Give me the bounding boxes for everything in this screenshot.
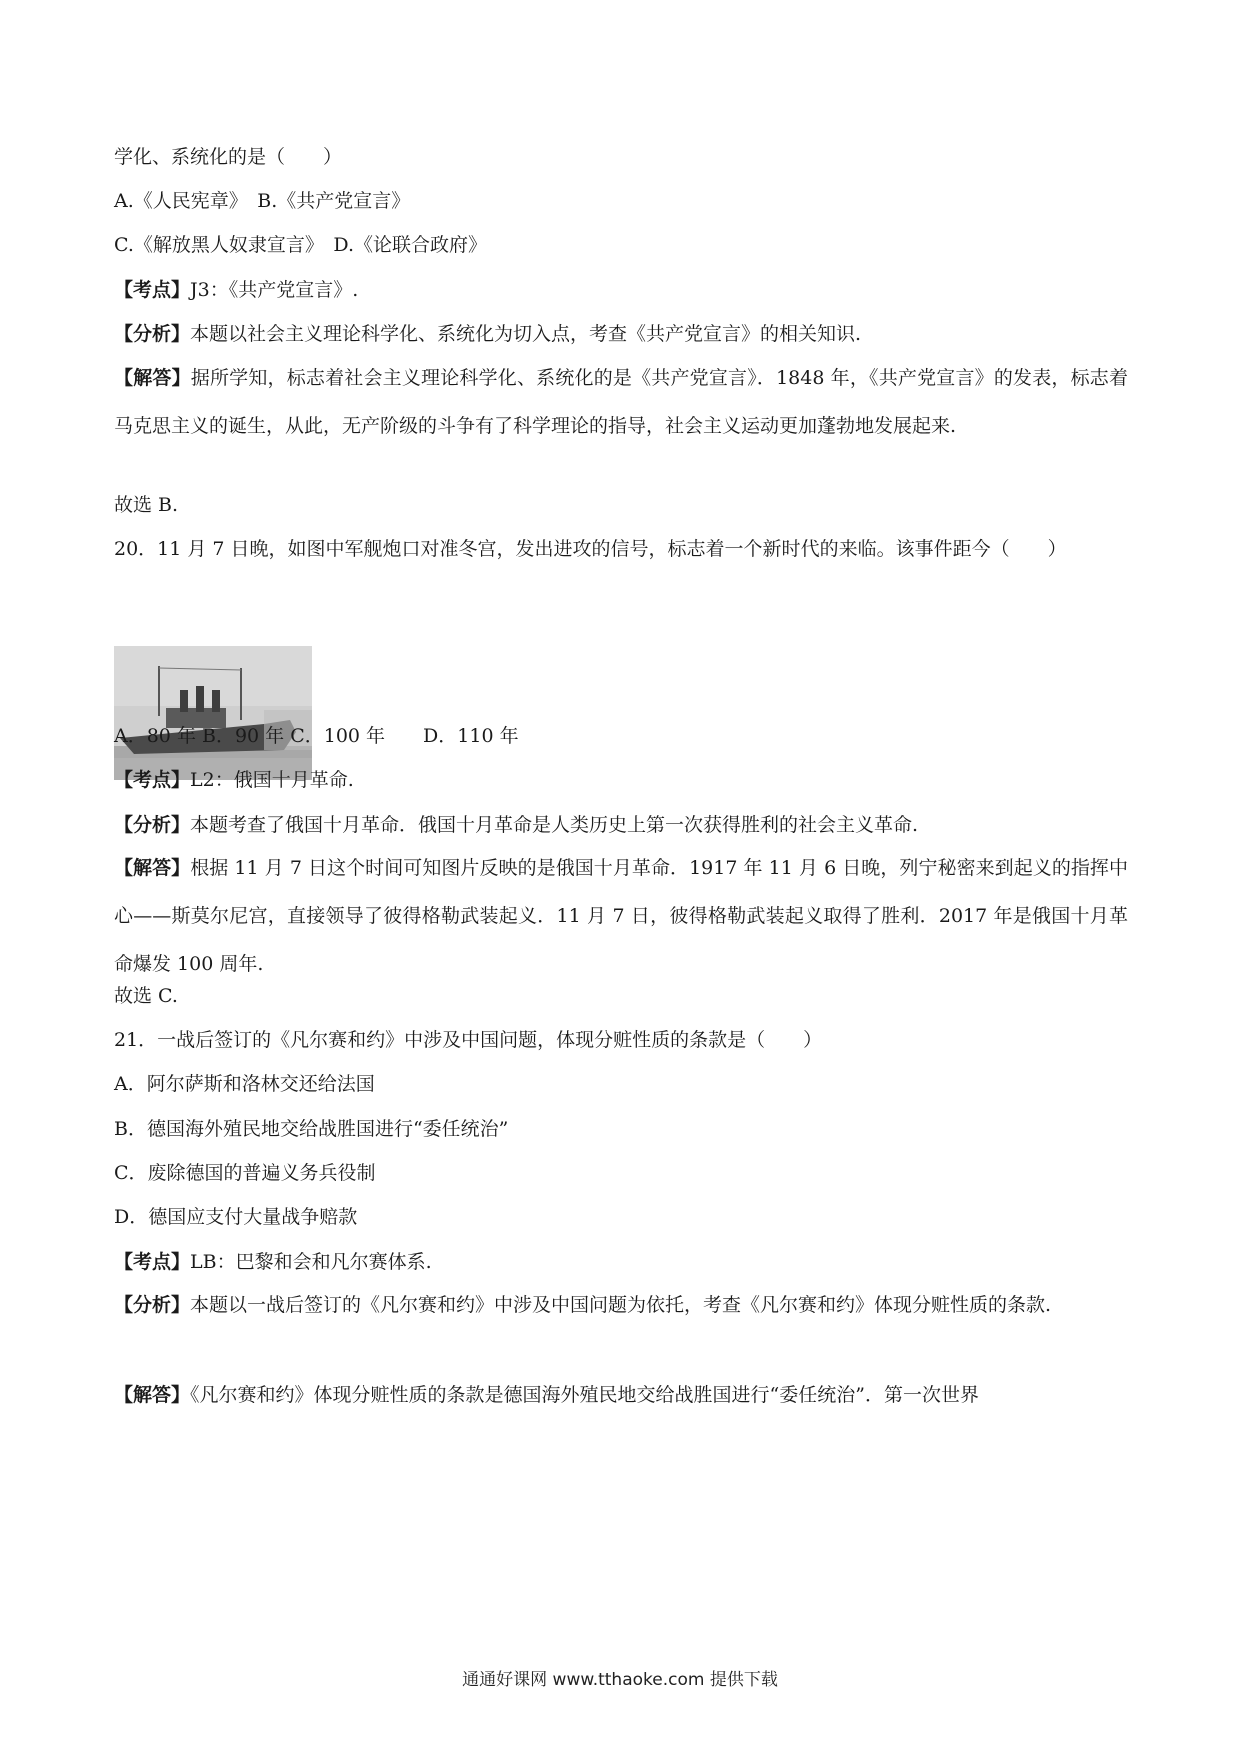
q20-stem: 20．11 月 7 日晚，如图中军舰炮口对准冬宫，发出进攻的信号，标志着一个新时代的来临。该事件距今（ ） <box>114 538 1067 560</box>
q20-answer: 故选 C. <box>114 985 178 1007</box>
jieda-text: 据所学知，标志着社会主义理论科学化、系统化的是《共产党宣言》．1848 年，《共产党宣言》的发表，标志着马克思主义的诞生，从此，无产阶级的斗争有了科学理论的指导，社会主义运动更加蓬勃地发展起来. <box>114 367 1128 437</box>
kaodian-tag: 【考点】 <box>114 1251 191 1273</box>
q21-kaodian <box>114 1249 432 1275</box>
q19-answer: 故选 B. <box>114 494 179 516</box>
fenxi-text: 本题以一战后签订的《凡尔赛和约》中涉及中国问题为依托，考查《凡尔赛和约》体现分赃性质的条款. <box>190 1294 1052 1316</box>
q19-stem-continuation: 学化、系统化的是（ ） <box>114 146 343 168</box>
kaodian-text: L2：俄国十月革命. <box>190 769 354 791</box>
q20-kaodian <box>114 767 354 793</box>
q20-fenxi <box>114 812 918 838</box>
fenxi-tag: 【分析】 <box>114 323 191 345</box>
q19-jieda <box>114 354 1128 450</box>
fenxi-tag: 【分析】 <box>114 814 191 836</box>
q21-option-c: C．废除德国的普遍义务兵役制 <box>114 1162 376 1184</box>
fenxi-tag: 【分析】 <box>114 1294 191 1316</box>
kaodian-text: J3：《共产党宣言》. <box>190 279 359 301</box>
kaodian-tag: 【考点】 <box>114 279 191 301</box>
kaodian-text: LB：巴黎和会和凡尔赛体系. <box>190 1251 432 1273</box>
q21-stem: 21．一战后签订的《凡尔赛和约》中涉及中国问题，体现分赃性质的条款是（ ） <box>114 1029 823 1051</box>
q19-fenxi <box>114 321 861 347</box>
fenxi-text: 本题以社会主义理论科学化、系统化为切入点，考查《共产党宣言》的相关知识. <box>190 323 862 345</box>
jieda-tag: 【解答】 <box>114 1384 191 1406</box>
warship-illustration <box>114 646 312 780</box>
fenxi-text: 本题考查了俄国十月革命．俄国十月革命是人类历史上第一次获得胜利的社会主义革命. <box>190 814 919 836</box>
kaodian-tag: 【考点】 <box>114 769 191 791</box>
q19-options-ab: A.《人民宪章》 B.《共产党宣言》 <box>114 190 411 212</box>
q21-jieda <box>114 1382 979 1408</box>
q21-fenxi <box>114 1281 1128 1329</box>
jieda-tag: 【解答】 <box>114 367 191 389</box>
jieda-text: 《凡尔赛和约》体现分赃性质的条款是德国海外殖民地交给战胜国进行“委任统治”．第一次世界 <box>190 1384 979 1406</box>
page-footer: 通通好课网 www.tthaoke.com 提供下载 <box>462 1670 778 1690</box>
q20-jieda <box>114 844 1128 988</box>
q21-option-d: D．德国应支付大量战争赔款 <box>114 1206 358 1228</box>
jieda-text: 根据 11 月 7 日这个时间可知图片反映的是俄国十月革命．1917 年 11 月 6 日晚，列宁秘密来到起义的指挥中心——斯莫尔尼宫，直接领导了彼得格勒武装起义．11 月 7 日，彼得格勒武装起义取得了胜利．2017 年是俄国十月革命爆发 100 周年. <box>114 857 1128 975</box>
cruiser-aurora-photo <box>114 646 312 780</box>
q20-options: A．80 年 B．90 年 C．100 年 D．110 年 <box>114 725 519 747</box>
q21-option-a: A．阿尔萨斯和洛林交还给法国 <box>114 1073 375 1095</box>
q19-options-cd: C.《解放黑人奴隶宣言》 D.《论联合政府》 <box>114 234 487 256</box>
q19-kaodian <box>114 277 358 303</box>
q21-option-b: B．德国海外殖民地交给战胜国进行“委任统治” <box>114 1118 509 1140</box>
jieda-tag: 【解答】 <box>114 857 191 879</box>
